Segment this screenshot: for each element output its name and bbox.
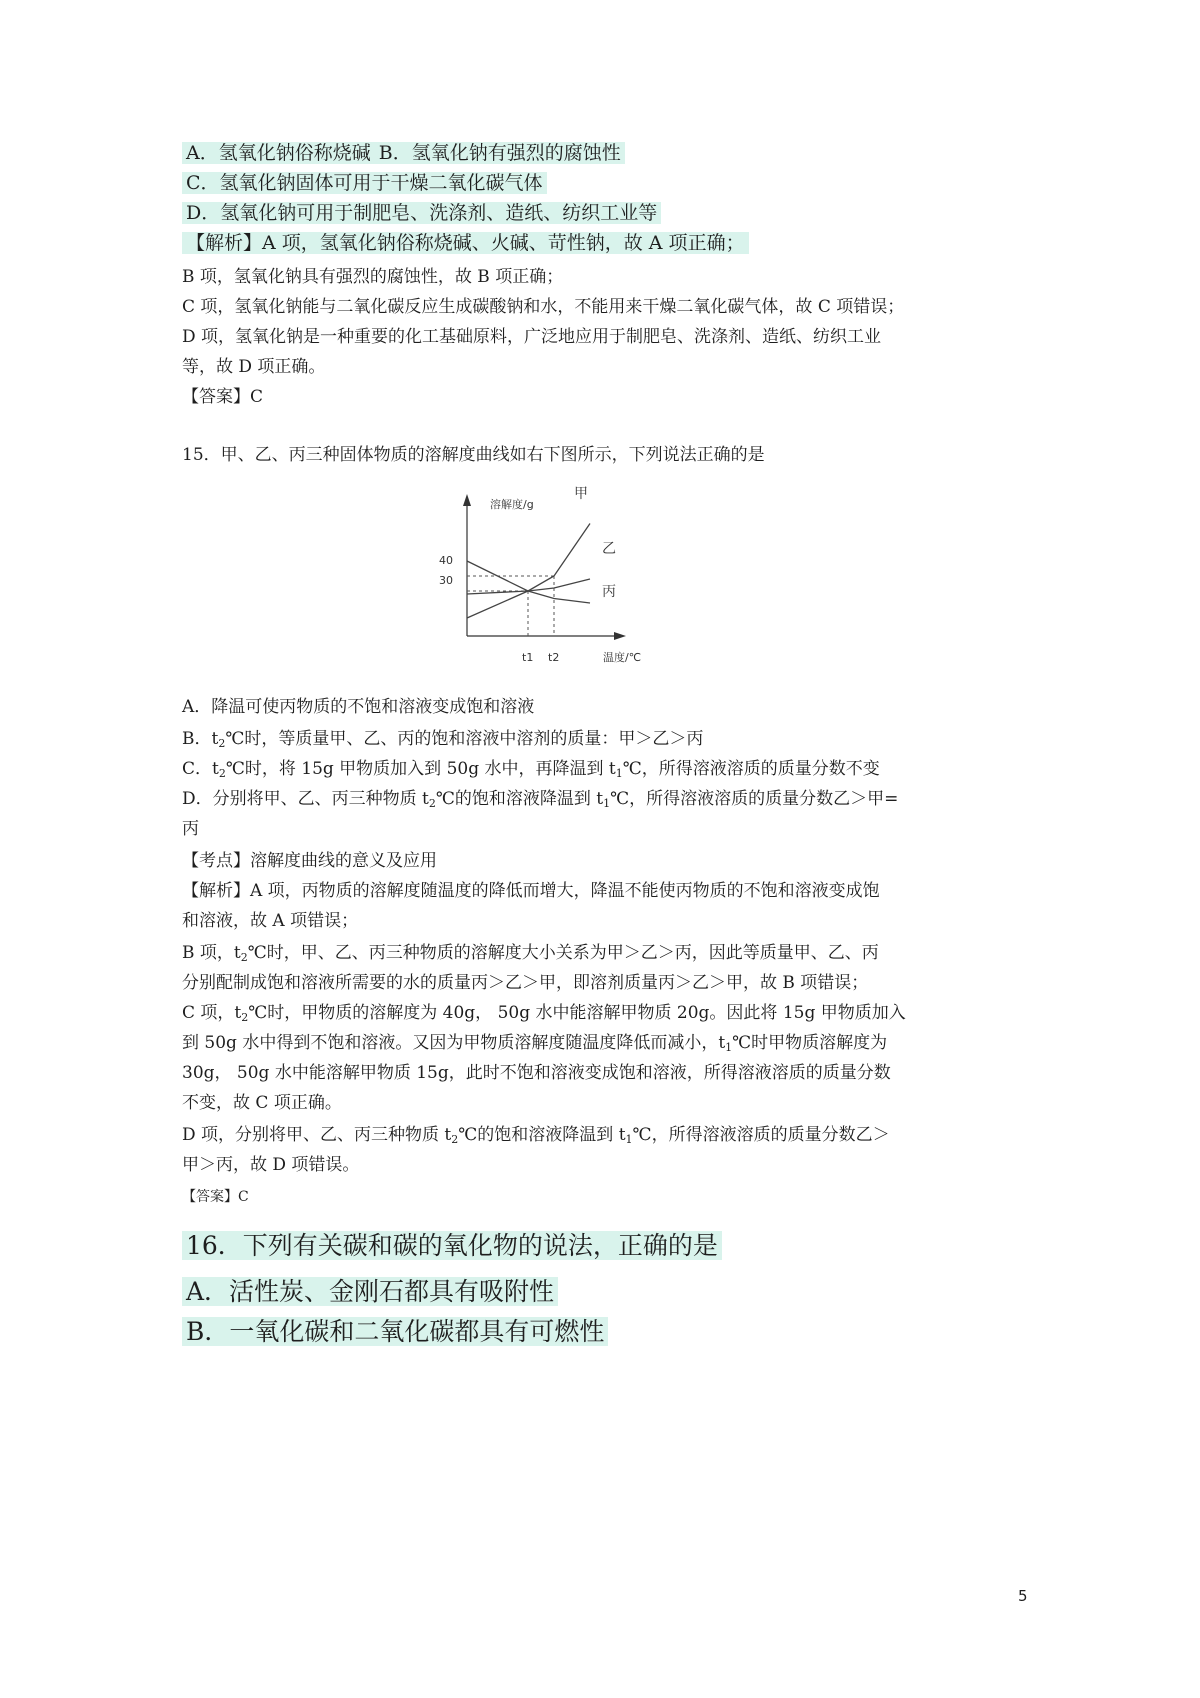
x-tick-t1: t1 [522, 651, 534, 664]
q15-point: 【考点】溶解度曲线的意义及应用 [182, 851, 437, 871]
guide-lines [467, 576, 554, 636]
x-tick-t2: t2 [548, 651, 560, 664]
q16-stem-line [182, 1226, 722, 1262]
q15-analysis-9-part3: ℃，所得溶液溶质的质量分数乙＞ [632, 1125, 890, 1145]
q15-analysis-3-part1: B 项，t [182, 943, 241, 963]
series-label-bing: 丙 [602, 584, 616, 600]
y-axis-arrow [463, 494, 471, 506]
q15-option-d [182, 784, 898, 810]
subscript: 1 [603, 797, 611, 810]
q15-option-c-part1: C．t [182, 759, 219, 779]
series-curve-2 [467, 561, 590, 603]
subscript: 1 [625, 1133, 633, 1146]
x-axis-label: 温度/℃ [603, 651, 642, 664]
y-tick-30: 30 [439, 574, 453, 587]
subscript: 2 [451, 1133, 459, 1146]
q15-analysis-9 [182, 1120, 890, 1146]
x-axis-arrow [614, 632, 626, 640]
q14-option-a: A．氢氧化钠俗称烧碱 [182, 142, 375, 164]
q15-analysis-7: 30g， 50g 水中能溶解甲物质 15g，此时不饱和溶液变成饱和溶液，所得溶液溶质的质量分数 [182, 1063, 891, 1083]
q14-options-ab [182, 138, 625, 165]
subscript: 2 [241, 1011, 249, 1024]
q15-option-b [182, 724, 703, 750]
q15-analysis-8: 不变，故 C 项正确。 [182, 1093, 342, 1113]
q15-option-d-cont: 丙 [182, 819, 199, 839]
subscript: 1 [725, 1041, 733, 1054]
q14-analysis-5: 等，故 D 项正确。 [182, 357, 326, 377]
q14-answer: 【答案】C [182, 387, 264, 407]
q16-option-b: B．一氧化碳和二氧化碳都具有可燃性 [182, 1317, 608, 1346]
q15-analysis-6 [182, 1028, 887, 1054]
series-label-jia: 甲 [574, 486, 588, 502]
q14-option-c: C．氢氧化钠固体可用于干燥二氧化碳气体 [182, 172, 547, 194]
q15-analysis-6-part1: 到 50g 水中得到不饱和溶液。又因为甲物质溶解度随温度降低而减小，t [182, 1033, 726, 1053]
q14-analysis-4: D 项，氢氧化钠是一种重要的化工基础原料，广泛地应用于制肥皂、洗涤剂、造纸、纺织工业 [182, 327, 882, 347]
q15-option-d-part1: D．分别将甲、乙、丙三种物质 t [182, 789, 429, 809]
q16-option-a-line [182, 1272, 558, 1308]
q15-option-c [182, 754, 880, 780]
q15-analysis-5-part2: ℃时，甲物质的溶解度为 40g， 50g 水中能溶解甲物质 20g。因此将 15g 甲物质加入 [248, 1003, 906, 1023]
q15-analysis-3-part2: ℃时，甲、乙、丙三种物质的溶解度大小关系为甲＞乙＞丙，因此等质量甲、乙、丙 [247, 943, 879, 963]
q14-option-d-line [182, 198, 661, 225]
q15-analysis-2: 和溶液，故 A 项错误； [182, 911, 359, 931]
q15-option-c-part2: ℃时，将 15g 甲物质加入到 50g 水中，再降温到 t [225, 759, 616, 779]
q15-analysis-5 [182, 998, 906, 1024]
series-label-yi: 乙 [602, 541, 616, 557]
q15-analysis-6-part2: ℃时甲物质溶解度为 [732, 1033, 888, 1053]
q15-option-b-part1: B．t [182, 729, 219, 749]
subscript: 2 [218, 767, 226, 780]
q14-analysis-1-line [182, 228, 749, 255]
q15-option-a: A．降温可使丙物质的不饱和溶液变成饱和溶液 [182, 697, 535, 717]
q16-stem: 16．下列有关碳和碳的氧化物的说法，正确的是 [182, 1231, 722, 1260]
q15-answer: 【答案】C [182, 1189, 249, 1205]
q15-analysis-5-part1: C 项，t [182, 1003, 242, 1023]
q15-option-c-part3: ℃，所得溶液溶质的质量分数不变 [622, 759, 880, 779]
subscript: 2 [428, 797, 436, 810]
y-tick-40: 40 [439, 554, 453, 567]
subscript: 2 [218, 737, 226, 750]
q15-stem: 15．甲、乙、丙三种固体物质的溶解度曲线如右下图所示，下列说法正确的是 [182, 445, 765, 465]
q15-analysis-4: 分别配制成饱和溶液所需要的水的质量丙＞乙＞甲，即溶剂质量丙＞乙＞甲，故 B 项错误； [182, 973, 869, 993]
subscript: 2 [240, 951, 248, 964]
q15-option-b-part2: ℃时，等质量甲、乙、丙的饱和溶液中溶剂的质量：甲＞乙＞丙 [225, 729, 704, 749]
y-axis-label: 溶解度/g [490, 498, 534, 511]
subscript: 1 [615, 767, 623, 780]
q16-option-a: A．活性炭、金刚石都具有吸附性 [182, 1277, 558, 1306]
q15-analysis-9-part2: ℃的饱和溶液降温到 t [458, 1125, 626, 1145]
q14-option-c-line [182, 168, 547, 195]
q14-analysis-1: 【解析】A 项，氢氧化钠俗称烧碱、火碱、苛性钠，故 A 项正确； [182, 232, 749, 254]
q16-option-b-line [182, 1312, 608, 1348]
q14-analysis-3: C 项，氢氧化钠能与二氧化碳反应生成碳酸钠和水，不能用来干燥二氧化碳气体，故 C 项错误； [182, 297, 905, 317]
q14-analysis-2: B 项，氢氧化钠具有强烈的腐蚀性，故 B 项正确； [182, 267, 564, 287]
q15-option-d-part2: ℃的饱和溶液降温到 t [435, 789, 604, 809]
q15-option-d-part3: ℃，所得溶液溶质的质量分数乙＞甲= [610, 789, 899, 809]
q14-option-d: D．氢氧化钠可用于制肥皂、洗涤剂、造纸、纺织工业等 [182, 202, 661, 224]
q15-analysis-3 [182, 938, 879, 964]
q15-analysis-9-part1: D 项，分别将甲、乙、丙三种物质 t [182, 1125, 452, 1145]
q15-analysis-1: 【解析】A 项，丙物质的溶解度随温度的降低而增大，降温不能使丙物质的不饱和溶液变成饱 [182, 881, 880, 901]
page-number: 5 [1018, 1587, 1028, 1605]
q15-analysis-10: 甲＞丙，故 D 项错误。 [182, 1155, 360, 1175]
q14-option-b: B．氢氧化钠有强烈的腐蚀性 [375, 142, 625, 164]
